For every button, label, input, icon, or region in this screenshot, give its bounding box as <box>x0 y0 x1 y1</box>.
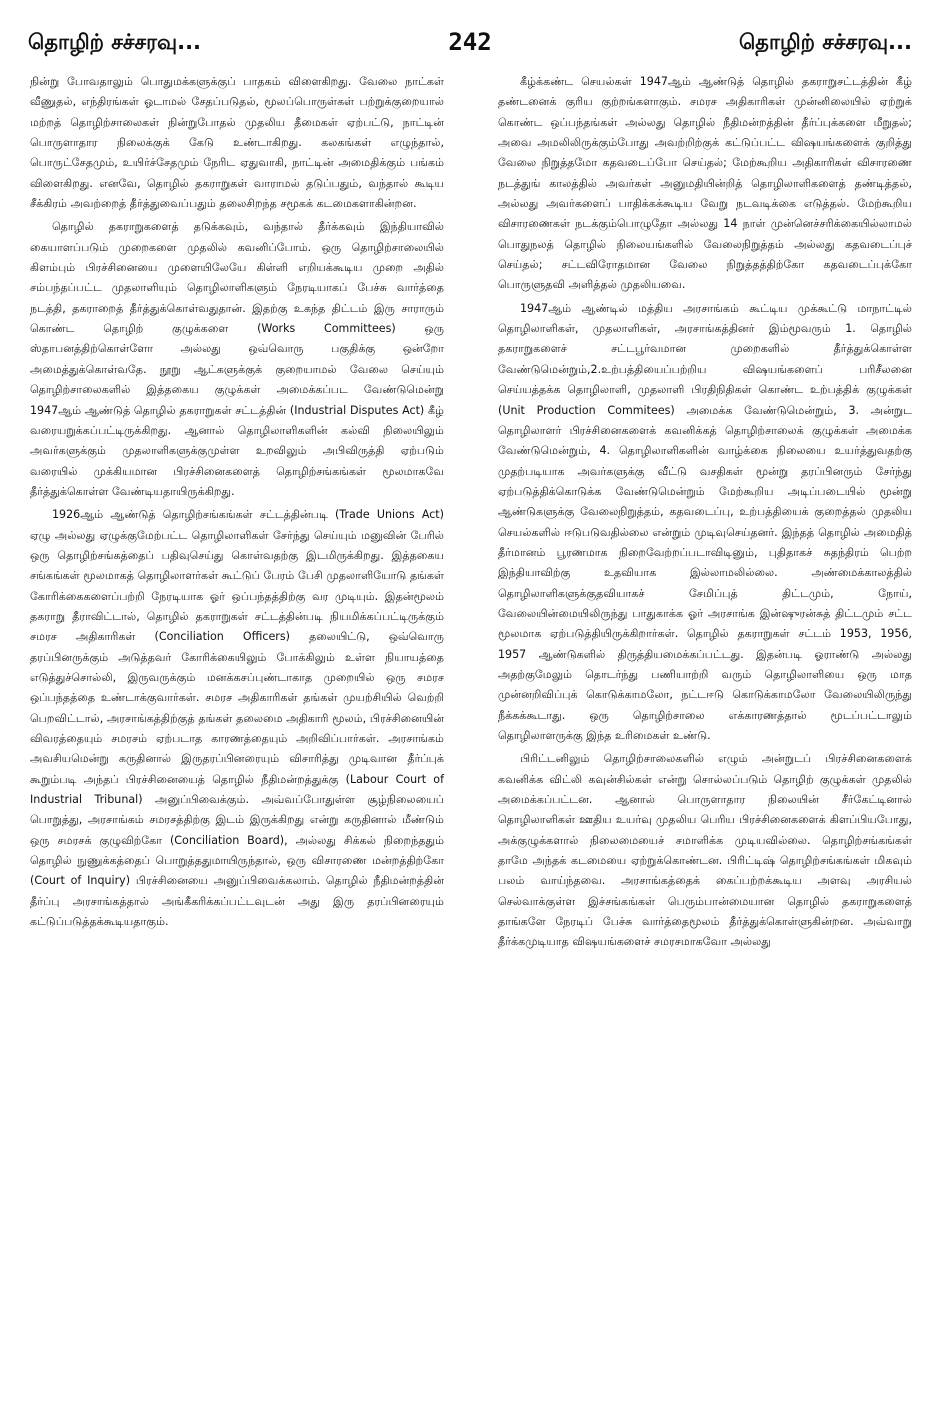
paragraph: கீழ்க்கண்ட செயல்கள் 1947ஆம் ஆண்டுத் தொழில் தகராறுசட்டத்தின் கீழ் தண்டனைக் குரிய குற்றங்களாகும். சமரச அதிகாரிகள் முன்னிலையில் ஏற்றுக் கொண்ட ஒப்பந்தங்கள் அல்லது தொழில் நீதிமன்றத்தின் தீர்ப்புக்களை மீறுதல்; அவை அமலிலிருக்கும்போது அவற்றிற்குக் கட்டுப்பட்ட விஷயங்களைக் குறித்து வேலை நிறுத்தமோ கதவடைப்போ செய்தல்; மேற்கூறிய அதிகாரிகள் விசாரணை நடத்துங் காலத்தில் அவர்கள் அனுமதியின்றித் தொழிலாளிகளைத் தண்டித்தல், அல்லது அவர்களைப் பாதிக்கக்கூடிய வேறு நடவடிக்கை எடுத்தல். மேற்கூறிய விசாரணைகள் நடக்கும்பொழுதோ அல்லது 14 நாள் முன்னெச்சரிக்கையில்லாமல் பொதுநலத் தொழில் நிலையங்களில் வேலைநிறுத்தம் அல்லது கதவடைப்புச் செய்தல்; சட்டவிரோதமான வேலை நிறுத்தத்திற்கோ கதவடைப்புக்கோ பொருளுதவி அளித்தல் முதலியவை. <box>498 75 912 292</box>
paragraph: தொழில் தகராறுகளைத் தடுக்கவும், வந்தால் தீர்க்கவும் இந்தியாவில் கையாளப்படும் முறைகளை முதலில் கவனிப்போம். ஒரு தொழிற்சாலையில் கிளம்பும் பிரச்சினையை முளையிலேயே கிள்ளி எறியக்கூடிய முறை அதில் சம்பந்தப்பட்ட முதலாளியும் தொழிலாளிகளும் நேரடியாகப் பேச்சு வார்த்தை நடத்தி, தகராறைத் தீர்த்துக்கொள்வதுதான். இதற்கு உகந்த திட்டம் இரு சாராரும் கொண்ட தொழிற் குழுக்களை (Works Committees) ஒரு ஸ்தாபனத்திற்கொள்ளோ அல்லது ஒவ்வொரு பகுதிக்கு ஒன்றோ அமைத்துக்கொள்வதே. நூறு ஆட்களுக்குக் குறையாமல் வேலை செய்யும் தொழிற்சாலைகளில் இத்தகைய குழுக்கள் அமைக்கப்பட வேண்டுமென்று 1947ஆம் ஆண்டுத் தொழில் தகராறுகள் சட்டத்தின் (Industrial Disputes Act) கீழ் வரையறுக்கப்பட்டிருக்கிறது. ஆனால் தொழிலாளிகளின் கல்வி நிலையிலும் அவர்களுக்கும் முதலாளிகளுக்குமுள்ள உறவிலும் அபிவிருத்தி ஏற்படும் வரையில் முக்கியமான பிரச்சினைகளைத் தொழிற்சங்கங்கள் மூலமாகவே தீர்த்துக்கொள்ள வேண்டியதாயிருக்கிறது. <box>30 220 444 498</box>
running-title-right: தொழிற் சச்சரவு... <box>738 30 912 54</box>
paragraph: நின்று போவதாலும் பொதுமக்களுக்குப் பாதகம் விளைகிறது. வேலை நாட்கள் வீணுதல், எந்திரங்கள் ஓடாமல் சேதப்படுதல், மூலப்பொருள்கள் பற்றுக்குறையால் மற்றத் தொழிற்சாலைகள் நின்றுபோதல் முதலிய தீமைகள் ஏற்பட்டு, நாட்டின் பொருளாதார நிலைக்குக் கேடு உண்டாகிறது. கலகங்கள் எழுந்தால், பொருட்சேதமும், உயிர்ச்சேதமும் நேரிட ஏதுவாகி, நாட்டின் அமைதிக்கும் பங்கம் விளைகிறது. எனவே, தொழில் தகராறுகள் வாராமல் தடுப்பதும், வந்தால் கூடிய சீக்கிரம் அவற்றைத் தீர்த்துவைப்பதும் தலைசிறந்த சமூகக் கடமைகளாகின்றன. <box>30 75 444 211</box>
page-header <box>28 22 912 66</box>
left-column <box>30 72 444 935</box>
running-title-left: தொழிற் சச்சரவு... <box>28 30 202 54</box>
paragraph: 1947ஆம் ஆண்டில் மத்திய அரசாங்கம் கூட்டிய முக்கூட்டு மாநாட்டில் தொழிலாளிகள், முதலாளிகள், அரசாங்கத்தினர் இம்மூவரும் 1. தொழில் தகராறுகளைச் சட்டபூர்வமான முறைகளில் தீர்த்துக்கொள்ள வேண்டுமென்றும்,2.உற்பத்தியைப்பற்றிய விஷயங்களைப் பரிசீலனை செய்யத்தக்க தொழிலாளி, முதலாளி பிரதிநிதிகள் கொண்ட உற்பத்திக் குழுக்கள் (Unit Production Commitees) அமைக்க வேண்டுமென்றும், 3. அன்றுட தொழிலாளர் பிரச்சினைகளைக் கவனிக்கத் தொழிற்சாலைக் குழுக்கள் அமைக்க வேண்டுமென்றும், 4. தொழிலாளிகளின் வாழ்க்கை நிலையை உயர்த்துவதற்கு முதற்படியாக அவர்களுக்கு வீட்டு வசதிகள் மூன்று தரப்பினரும் சேர்ந்து ஏற்படுத்திக்கொடுக்க வேண்டுமென்றும் மேற்கூறிய அடிப்படையில் மூன்று ஆண்டுகளுக்கு வேலைநிறுத்தம், கதவடைப்பு, உற்பத்தியைக் குறைத்தல் முதலிய செயல்களில் ஈடுபடுவதில்லை என்றும் முடிவுசெய்தனர். இந்தத் தொழில் அமைதித் தீர்மானம் பூரணமாக நிறைவேற்றப்படாவிடினும், புதிதாகச் சுதந்திரம் பெற்ற இந்தியாவிற்கு உதவியாக இல்லாமலில்லை. அண்மைக்காலத்தில் தொழிலாளிகளுக்குதவியாகச் சேமிப்புத் திட்டமும், நோய், வேலையின்மையிலிருந்து பாதுகாக்க ஓர் அரசாங்க இன்ஷுரன்சுத் திட்டமும் சட்ட மூலமாக ஏற்படுத்தியிருக்கிறார்கள். தொழில் தகராறுகள் சட்டம் 1953, 1956, 1957 ஆண்டுகளில் திருத்தியமைக்கப்பட்டது. இதன்படி ஓராண்டு அல்லது அதற்குமேலும் தொடர்ந்து பணியாற்றி வரும் தொழிலாளியை ஒரு மாத முன்னறிவிப்புக் கொடுக்காமலோ, நட்டஈடு கொடுக்காமலோ வேலையிலிருந்து நீக்கக்கூடாது. ஒரு தொழிற்சாலை எக்காரணத்தால் மூடப்பட்டாலும் தொழிலாளருக்கு இந்த உரிமைகள் உண்டு. <box>498 301 912 742</box>
paragraph: 1926ஆம் ஆண்டுத் தொழிற்சங்கங்கள் சட்டத்தின்படி (Trade Unions Act) ஏழு அல்லது ஏழுக்குமேற்பட்ட தொழிலாளிகள் சேர்ந்து செய்யும் மனுவின் பேரில் ஒரு தொழிற்சங்கத்தைப் பதிவுசெய்து கொள்வதற்கு இடமிருக்கிறது. இத்தகைய சங்கங்கள் மூலமாகத் தொழிலாளர்கள் கூட்டுப் பேரம் பேசி முதலாளியோடு தங்கள் கோரிக்கைகளைப்பற்றி நேரடியாக ஓர் ஒப்பந்தத்திற்கு வர முடியும். இதன்மூலம் தகராறு தீராவிட்டால், தொழில் தகராறுகள் சட்டத்தின்படி நியமிக்கப்பட்டிருக்கும் சமரச அதிகாரிகள் (Conciliation Officers) தலையிட்டு, ஒவ்வொரு தரப்பினருக்கும் அடுத்தவர் கோரிக்கையிலும் போக்கிலும் உள்ள நியாயத்தை எடுத்துச்சொல்லி, இருவருக்கும் மனக்கசப்புண்டாகாத முறையில் ஒரு சமரச ஒப்பந்தத்தை உண்டாக்குவார்கள். சமரச அதிகாரிகள் தங்கள் முயற்சியில் வெற்றி பெறவிட்டால், அரசாங்கத்திற்குத் தங்கள் தலைமை அதிகாரி மூலம், பிரச்சினையின் விவரத்தையும் சமரசம் ஏற்படாத காரணத்தையும் அறிவிப்பார்கள். அரசாங்கம் அவசியமென்று கருதினால் இருதரப்பினரையும் விசாரித்து முடிவான தீர்ப்புக் கூறும்படி அந்தப் பிரச்சினையைத் தொழில் நீதிமன்றத்துக்கு (Labour Court of Industrial Tribunal) அனுப்பிவைக்கும். அவ்வப்போதுள்ள சூழ்நிலையைப் பொறுத்து, அரசாங்கம் சமரசத்திற்கு இடம் இருக்கிறது என்று கருதினால் மீண்டும் ஒரு சமரசக் குழுவிற்கோ (Conciliation Board), அல்லது சிக்கல் நிறைந்ததும் தொழில் நுணுக்கத்தைப் பொறுத்ததுமாயிருந்தால், ஒரு விசாரணை மன்றத்திற்கோ (Court of Inquiry) பிரச்சினையை அனுப்பிவைக்கலாம். தொழில் நீதிமன்றத்தின் தீர்ப்பு அரசாங்கத்தால் அங்கீகரிக்கப்பட்டவுடன் அது இரு தரப்பினரையும் கட்டுப்படுத்தக்கூடியதாகும். <box>30 508 444 929</box>
page-number: 242 <box>448 28 492 56</box>
paragraph: பிரிட்டனிலும் தொழிற்சாலைகளில் எழும் அன்றுடப் பிரச்சினைகளைக் கவனிக்க விட்லி கவுன்சில்கள் என்று சொல்லப்படும் தொழிற் குழுக்கள் முதலில் அமைக்கப்பட்டன. ஆனால் பொருளாதார நிலையின் சீர்கேட்டினால் தொழிலாளிகள் ஊதிய உயர்வு முதலிய பெரிய பிரச்சினைகளைக் கிளப்பியபோது, அக்குழுக்களால் நிலைமையைச் சமாளிக்க முடியவில்லை. தொழிற்சங்கங்கள் தாமே அந்தக் கடமையை ஏற்றுக்கொண்டன. பிரிட்டிஷ் தொழிற்சங்கங்கள் மிகவும் பலம் வாய்ந்தவை. அரசாங்கத்தைக் கைப்பற்றக்கூடிய அளவு அரசியல் செல்வாக்குள்ள இச்சங்கங்கள் பெரும்பான்மையான தொழில் தகராறுகளைத் தாங்களே நேரடிப் பேச்சு வார்த்தைமூலம் தீர்த்துக்கொள்ளுகின்றன. அவ்வாறு தீர்க்கமுடியாத விஷயங்களைச் சமரசமாகவோ அல்லது <box>498 752 912 949</box>
right-column <box>498 72 912 956</box>
